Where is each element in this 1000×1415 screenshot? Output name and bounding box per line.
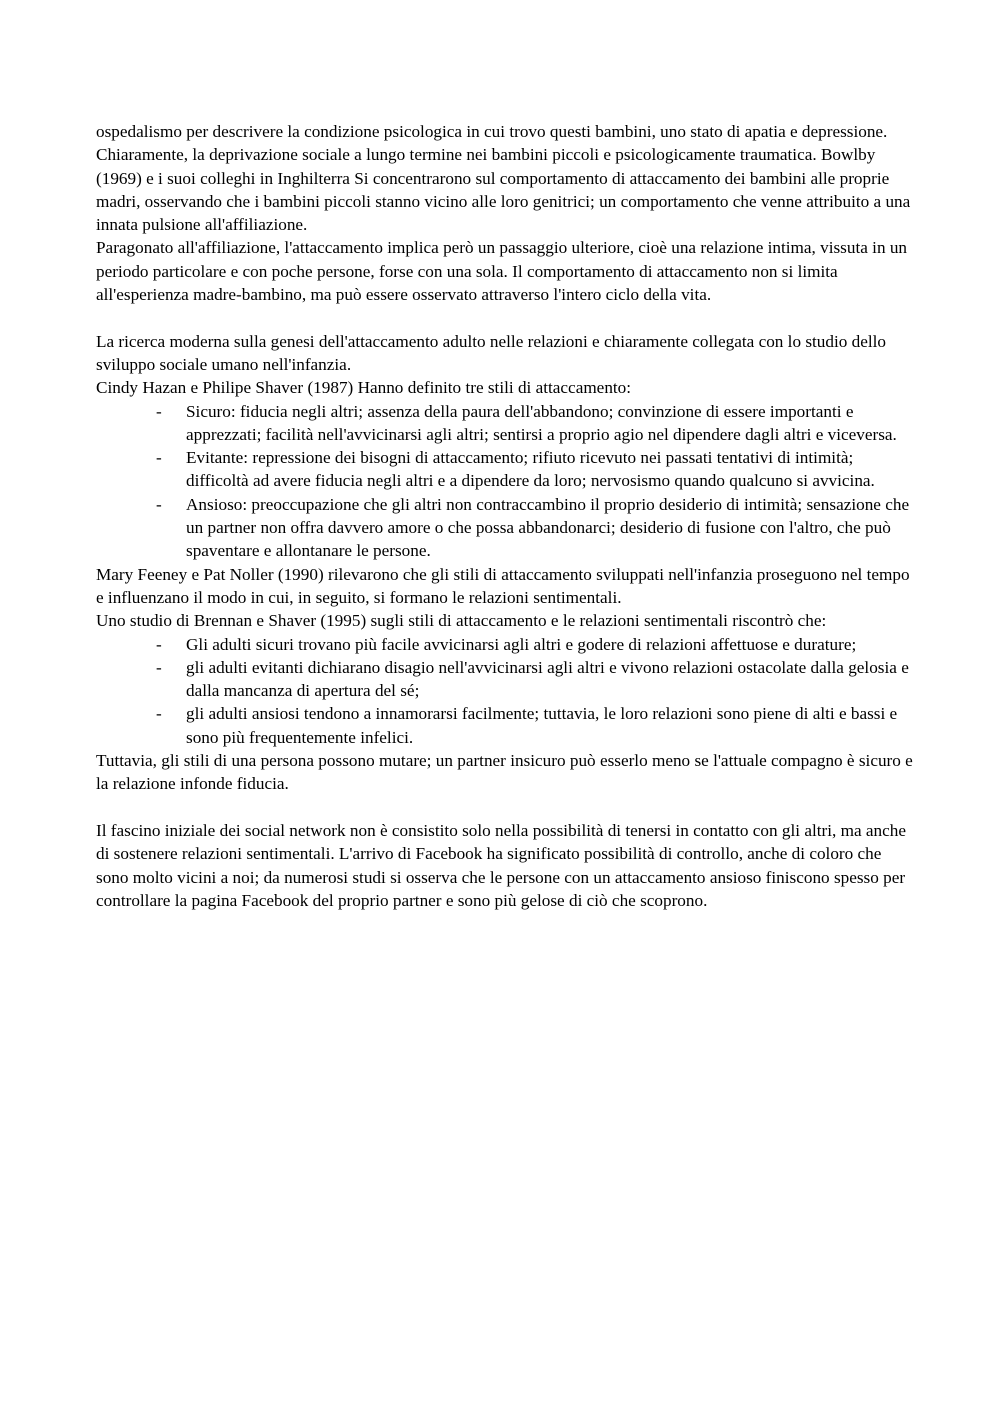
paragraph-hazan-shaver: Cindy Hazan e Philipe Shaver (1987) Hanno definito tre stili di attaccamento: xyxy=(96,378,632,398)
paragraph-social-network: Il fascino iniziale dei social network non è consistito solo nella possibilità di tenersi in contatto con gli altri, ma anche di sostenere relazioni sentimentali. L'arrivo di Facebook ha significato possibilità di controllo, anche di coloro che sono molto vicini a noi; da numerosi studi si osserva che le persone con un attaccamento ansioso finiscono spesso per controllare la pagina Facebook del proprio partner e sono più gelose di ciò che scoprono. xyxy=(96,820,906,910)
document-body xyxy=(96,120,916,912)
list-item-text: Evitante: repressione dei bisogni di attaccamento; rifiuto ricevuto nei passati tentativi di intimità; difficoltà ad avere fiducia negli altri e a dipendere da loro; nervosismo quando qualcuno si avvicina. xyxy=(186,448,875,491)
list-item-text: gli adulti ansiosi tendono a innamorarsi facilmente; tuttavia, le loro relazioni sono piene di alti e bassi e sono più frequentemente infelici. xyxy=(186,704,898,747)
list-dash: - xyxy=(156,494,162,514)
list-dash: - xyxy=(156,448,162,468)
paragraph-deprivazione: Chiaramente, la deprivazione sociale a lungo termine nei bambini piccoli e psicologicamente traumatica. Bowlby (1969) e i suoi colleghi in Inghilterra Si concentrarono sul comportamento di attaccamento dei bambini alle proprie madri, osservando che i bambini piccoli stanno vicino alle loro genitrici; un comportamento che venne attribuito a una innata pulsione all'affiliazione. xyxy=(96,145,911,235)
list-item xyxy=(96,656,916,703)
paragraph-ospedalismo: ospedalismo per descrivere la condizione psicologica in cui trovo questi bambini, uno stato di apatia e depressione. xyxy=(96,122,888,141)
list-item-text: Ansioso: preoccupazione che gli altri non contraccambino il proprio desiderio di intimità; sensazione che un partner non offra davvero amore o che possa abbandonarci; desiderio di fusione con l'altro, che può spaventare e allontanare le persone. xyxy=(186,494,910,561)
findings-list xyxy=(96,633,916,749)
list-item-text: gli adulti evitanti dichiarano disagio nell'avvicinarsi agli altri e vivono relazioni ostacolate dalla gelosia e dalla mancanza di apertura del sé; xyxy=(186,657,909,701)
paragraph-ricerca-moderna: La ricerca moderna sulla genesi dell'attaccamento adulto nelle relazioni e chiaramente collegata con lo studio dello sviluppo sociale umano nell'infanzia. xyxy=(96,331,887,374)
paragraph-spacer xyxy=(96,796,916,819)
paragraph-spacer xyxy=(96,306,916,329)
list-item xyxy=(96,633,916,656)
paragraph-tuttavia: Tuttavia, gli stili di una persona possono mutare; un partner insicuro può esserlo meno se l'attuale compagno è sicuro e la relazione infonde fiducia. xyxy=(96,751,913,794)
paragraph-feeney-noller: Mary Feeney e Pat Noller (1990) rilevarono che gli stili di attaccamento sviluppati nell'infanzia proseguono nel tempo e influenzano il modo in cui, in seguito, si formano le relazioni sentimentali. xyxy=(96,564,910,607)
list-item xyxy=(96,493,916,563)
list-dash: - xyxy=(156,657,162,677)
list-item-text: Sicuro: fiducia negli altri; assenza della paura dell'abbandono; convinzione di essere importanti e apprezzati; facilità nell'avvicinarsi agli altri; sentirsi a proprio agio nel dipendere dagli altri e viceversa. xyxy=(186,401,897,444)
list-item xyxy=(96,400,916,447)
list-dash: - xyxy=(156,704,162,724)
list-dash: - xyxy=(156,401,162,421)
paragraph-affiliazione: Paragonato all'affiliazione, l'attaccamento implica però un passaggio ulteriore, cioè una relazione intima, vissuta in un periodo particolare e con poche persone, forse con una sola. Il comportamento di attaccamento non si limita all'esperienza madre-bambino, ma può essere osservato attraverso l'intero ciclo della vita. xyxy=(96,238,908,305)
list-item xyxy=(96,446,916,493)
list-dash: - xyxy=(156,634,162,654)
attachment-styles-list xyxy=(96,400,916,563)
list-item xyxy=(96,702,916,749)
paragraph-brennan-shaver: Uno studio di Brennan e Shaver (1995) sugli stili di attaccamento e le relazioni sentimentali riscontrò che: xyxy=(96,611,827,631)
list-item-text: Gli adulti sicuri trovano più facile avvicinarsi agli altri e godere di relazioni affettuose e durature; xyxy=(186,634,857,654)
